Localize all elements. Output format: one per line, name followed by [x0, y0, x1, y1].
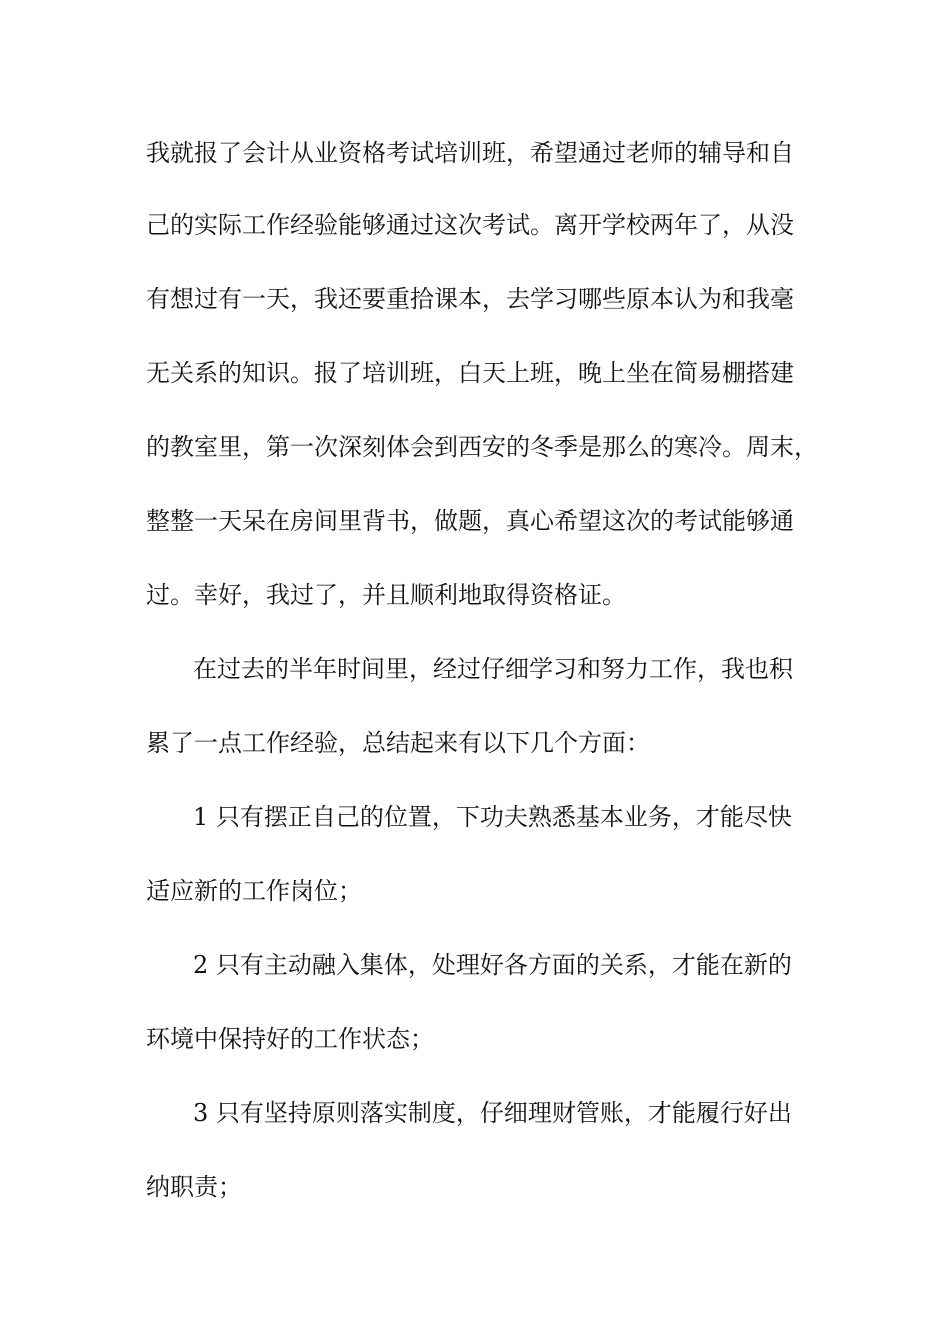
list-item-3-line-2: 纳职责； — [146, 1173, 242, 1201]
text-line-6: 整整一天呆在房间里背书，做题，真心希望这次的考试能够通 — [146, 507, 794, 535]
text-line-1: 我就报了会计从业资格考试培训班，希望通过老师的辅导和自 — [146, 139, 794, 167]
text-line-4: 无关系的知识。报了培训班，白天上班，晚上坐在简易棚搭建 — [146, 359, 794, 387]
list-item-2-line-1: 2 只有主动融入集体，处理好各方面的关系，才能在新的 — [193, 951, 792, 979]
list-item-1-line-2: 适应新的工作岗位； — [146, 877, 362, 905]
paragraph-2-line-1: 在过去的半年时间里，经过仔细学习和努力工作，我也积 — [193, 655, 793, 683]
list-item-1-line-1: 1 只有摆正自己的位置，下功夫熟悉基本业务，才能尽快 — [193, 803, 792, 831]
text-line-2: 己的实际工作经验能够通过这次考试。离开学校两年了，从没 — [146, 211, 794, 239]
text-line-7: 过。幸好，我过了，并且顺利地取得资格证。 — [146, 581, 626, 609]
list-item-2-line-2: 环境中保持好的工作状态； — [146, 1025, 434, 1053]
text-line-5: 的教室里，第一次深刻体会到西安的冬季是那么的寒冷。周末， — [146, 433, 818, 461]
paragraph-2-line-2: 累了一点工作经验，总结起来有以下几个方面： — [146, 729, 650, 757]
list-item-3-line-1: 3 只有坚持原则落实制度，仔细理财管账，才能履行好出 — [193, 1099, 792, 1127]
text-line-3: 有想过有一天，我还要重拾课本，去学习哪些原本认为和我毫 — [146, 285, 794, 313]
